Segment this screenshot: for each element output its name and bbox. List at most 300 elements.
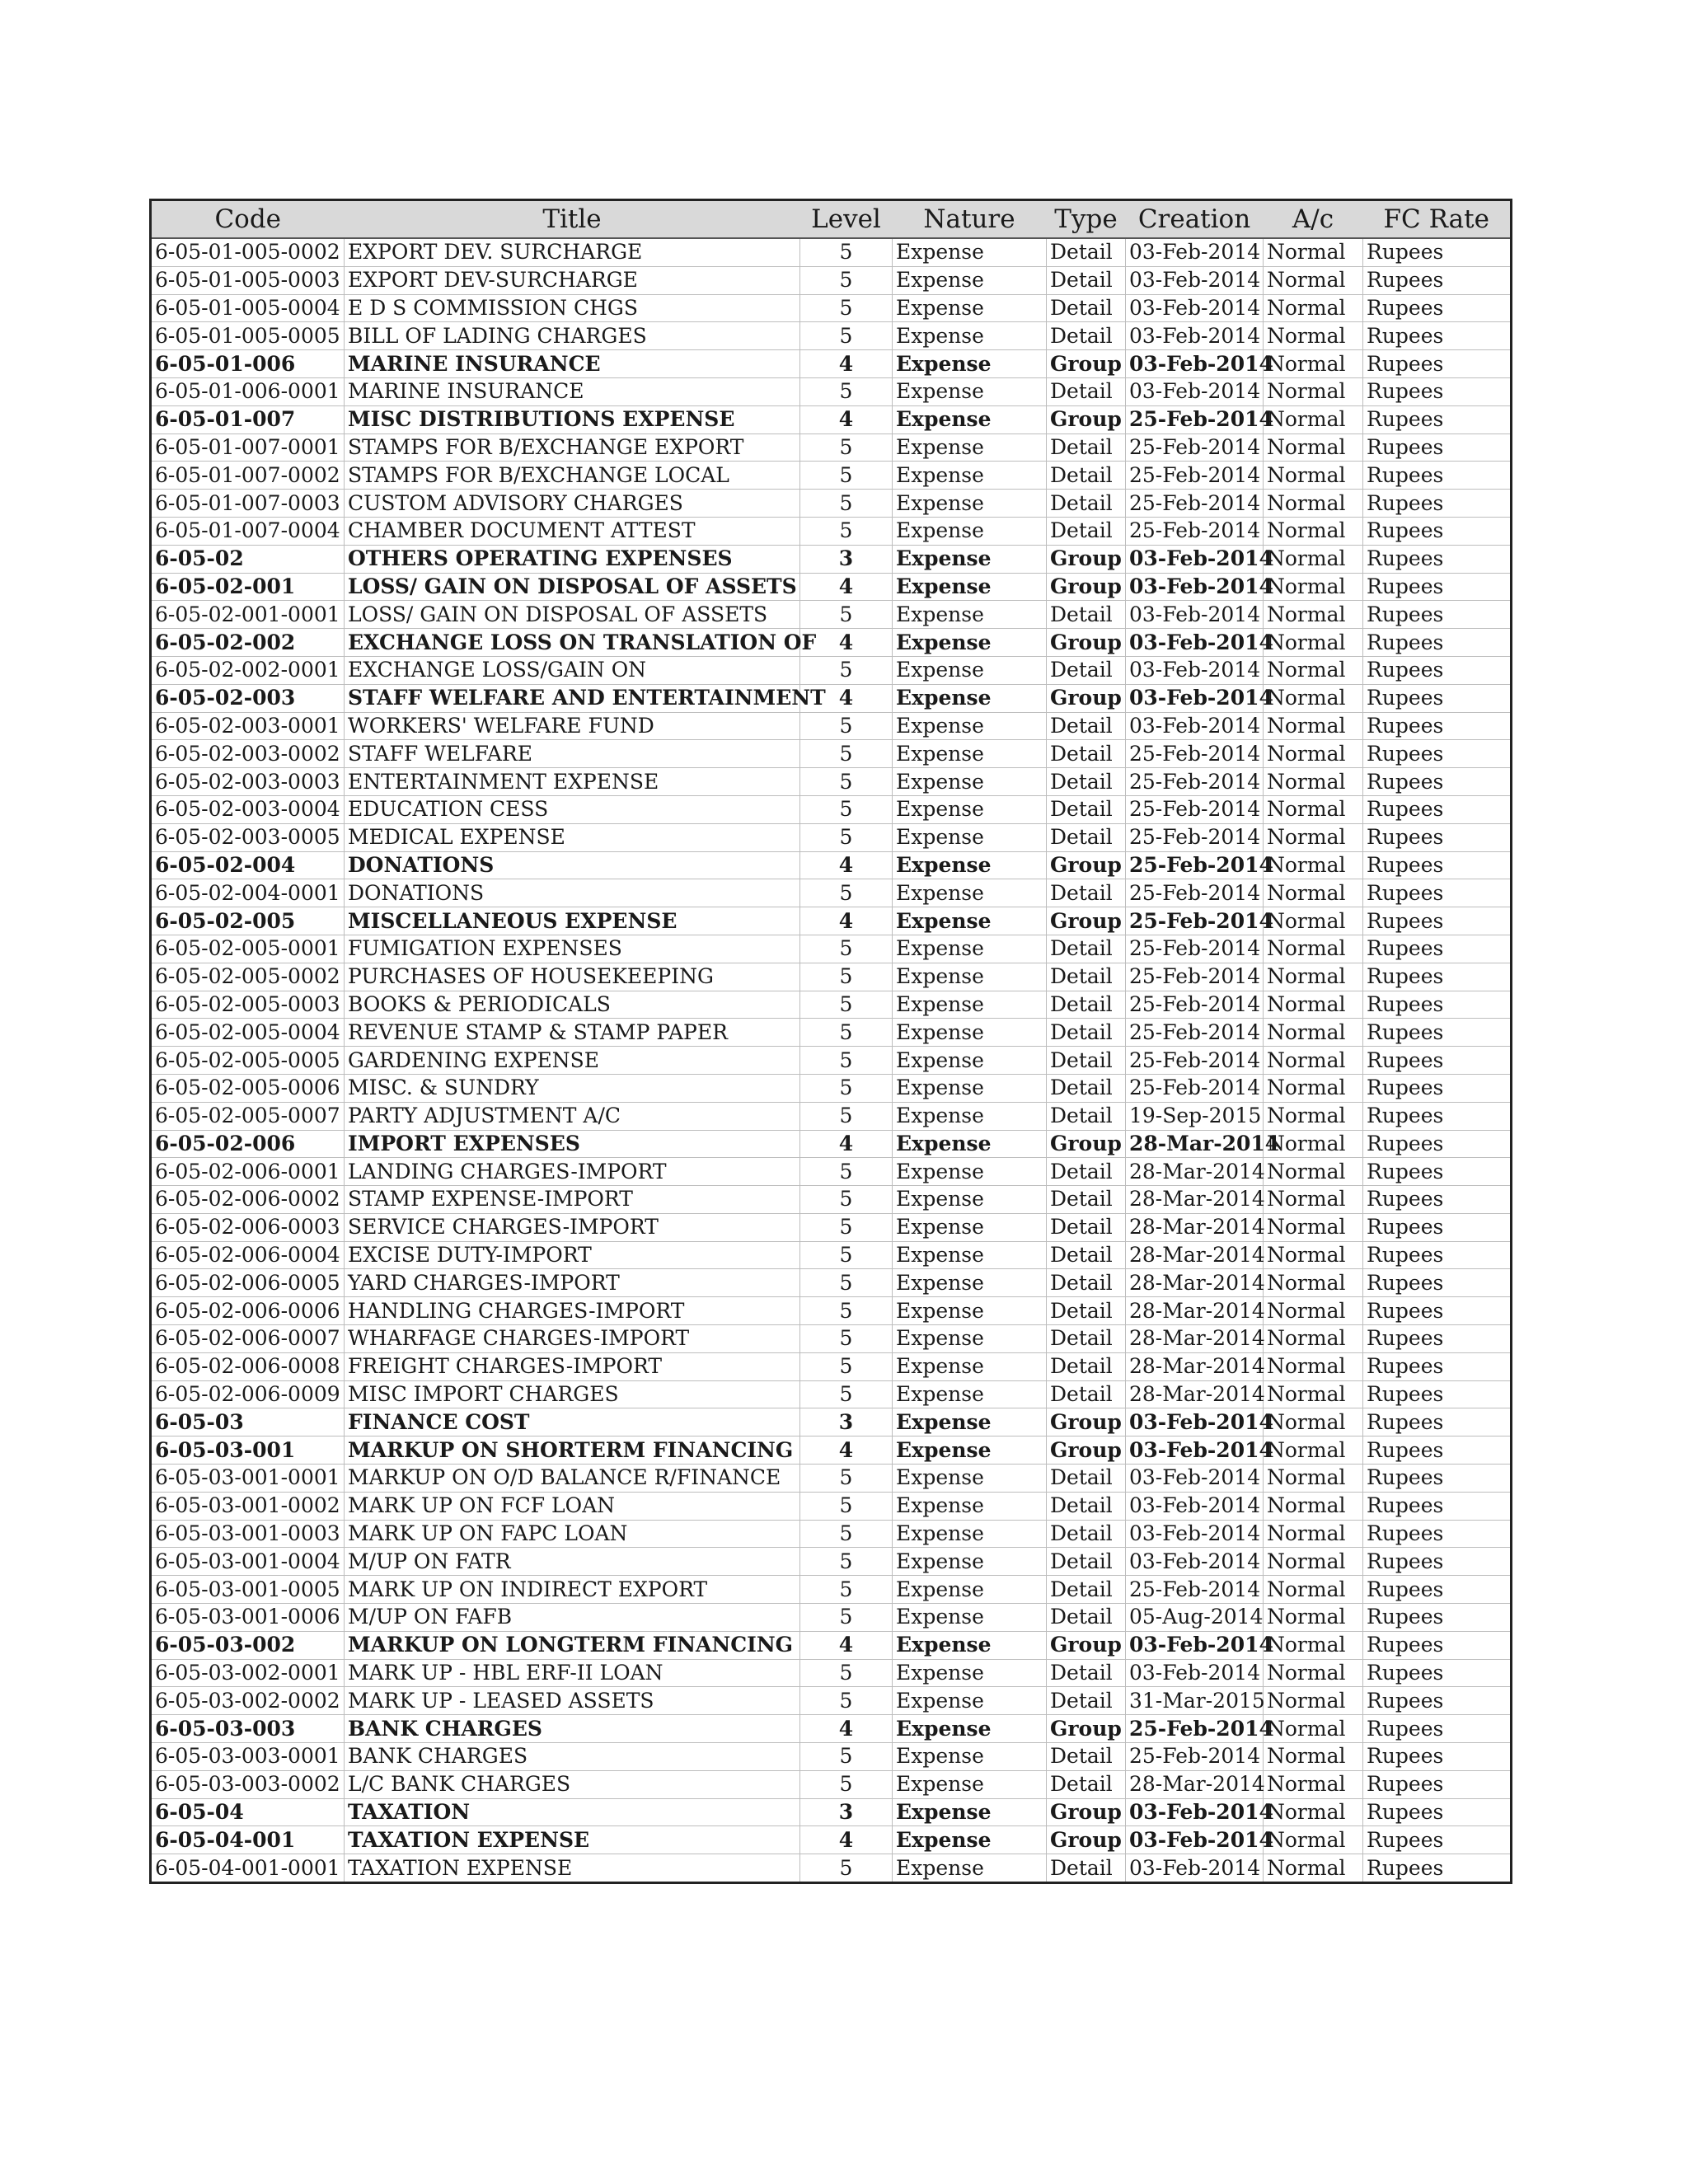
cell-fc-rate: Rupees [1363,601,1512,629]
cell-nature: Expense [893,1436,1047,1465]
cell-fc-rate: Rupees [1363,740,1512,768]
cell-type: Detail [1047,991,1126,1019]
cell-type: Detail [1047,1770,1126,1798]
cell-ac: Normal [1264,851,1363,879]
cell-creation: 25-Feb-2014 [1126,823,1264,851]
cell-creation: 03-Feb-2014 [1126,545,1264,573]
table-row [151,322,1512,350]
cell-title: MARK UP ON FCF LOAN [345,1492,800,1520]
column-header-type: Type [1047,200,1126,239]
cell-creation: 03-Feb-2014 [1126,684,1264,712]
table-row-group [151,1631,1512,1659]
cell-type: Detail [1047,712,1126,740]
cell-nature: Expense [893,238,1047,266]
cell-fc-rate: Rupees [1363,1213,1512,1241]
cell-title: REVENUE STAMP & STAMP PAPER [345,1019,800,1047]
cell-title: EXCHANGE LOSS/GAIN ON [345,656,800,684]
cell-nature: Expense [893,1826,1047,1854]
cell-title: M/UP ON FATR [345,1548,800,1576]
cell-fc-rate: Rupees [1363,879,1512,907]
table-row [151,1074,1512,1102]
table-row [151,1213,1512,1241]
cell-nature: Expense [893,1520,1047,1548]
cell-ac: Normal [1264,879,1363,907]
cell-nature: Expense [893,1102,1047,1130]
cell-creation: 25-Feb-2014 [1126,434,1264,462]
cell-creation: 25-Feb-2014 [1126,963,1264,991]
cell-code: 6-05-02-006-0005 [151,1269,345,1297]
cell-creation: 03-Feb-2014 [1126,1465,1264,1493]
cell-ac: Normal [1264,1770,1363,1798]
cell-type: Detail [1047,1213,1126,1241]
cell-level: 5 [800,935,893,963]
table-row [151,1102,1512,1130]
cell-fc-rate: Rupees [1363,1380,1512,1408]
cell-fc-rate: Rupees [1363,768,1512,796]
cell-type: Detail [1047,823,1126,851]
cell-nature: Expense [893,1548,1047,1576]
cell-fc-rate: Rupees [1363,1548,1512,1576]
cell-title: MISCELLANEOUS EXPENSE [345,907,800,935]
cell-nature: Expense [893,1465,1047,1493]
cell-type: Group [1047,629,1126,657]
cell-ac: Normal [1264,462,1363,490]
cell-ac: Normal [1264,1269,1363,1297]
cell-type: Group [1047,1715,1126,1743]
table-row [151,1269,1512,1297]
cell-fc-rate: Rupees [1363,1408,1512,1436]
table-row [151,768,1512,796]
table-row [151,490,1512,518]
cell-level: 5 [800,1158,893,1186]
cell-fc-rate: Rupees [1363,963,1512,991]
cell-title: MARKUP ON SHORTERM FINANCING [345,1436,800,1465]
cell-nature: Expense [893,1297,1047,1325]
cell-code: 6-05-02-005-0004 [151,1019,345,1047]
cell-ac: Normal [1264,1436,1363,1465]
cell-code: 6-05-03-002-0001 [151,1659,345,1687]
cell-nature: Expense [893,1770,1047,1798]
cell-fc-rate: Rupees [1363,1492,1512,1520]
cell-ac: Normal [1264,1798,1363,1826]
cell-type: Group [1047,573,1126,601]
cell-type: Detail [1047,1019,1126,1047]
cell-nature: Expense [893,907,1047,935]
cell-nature: Expense [893,963,1047,991]
cell-title: MARKUP ON LONGTERM FINANCING [345,1631,800,1659]
table-row-group [151,1715,1512,1743]
cell-code: 6-05-02-005-0002 [151,963,345,991]
cell-title: MISC. & SUNDRY [345,1074,800,1102]
cell-title: YARD CHARGES-IMPORT [345,1269,800,1297]
cell-fc-rate: Rupees [1363,266,1512,294]
cell-fc-rate: Rupees [1363,1659,1512,1687]
cell-fc-rate: Rupees [1363,629,1512,657]
cell-code: 6-05-02-003-0001 [151,712,345,740]
cell-ac: Normal [1264,629,1363,657]
table-row [151,1520,1512,1548]
cell-nature: Expense [893,1715,1047,1743]
cell-fc-rate: Rupees [1363,1687,1512,1715]
cell-level: 4 [800,1436,893,1465]
cell-ac: Normal [1264,991,1363,1019]
cell-nature: Expense [893,377,1047,405]
cell-type: Detail [1047,1854,1126,1883]
cell-creation: 03-Feb-2014 [1126,350,1264,378]
cell-code: 6-05-01-005-0005 [151,322,345,350]
cell-creation: 03-Feb-2014 [1126,1492,1264,1520]
cell-ac: Normal [1264,1047,1363,1075]
table-row [151,1604,1512,1632]
column-header-level: Level [800,200,893,239]
cell-fc-rate: Rupees [1363,1186,1512,1214]
cell-title: LANDING CHARGES-IMPORT [345,1158,800,1186]
cell-title: MARKUP ON O/D BALANCE R/FINANCE [345,1465,800,1493]
table-row [151,823,1512,851]
cell-code: 6-05-02-005-0006 [151,1074,345,1102]
cell-creation: 25-Feb-2014 [1126,879,1264,907]
cell-level: 5 [800,879,893,907]
cell-title: EXCISE DUTY-IMPORT [345,1241,800,1269]
cell-title: FINANCE COST [345,1408,800,1436]
column-header-creation: Creation [1126,200,1264,239]
cell-level: 5 [800,712,893,740]
cell-level: 5 [800,1576,893,1604]
cell-fc-rate: Rupees [1363,434,1512,462]
cell-level: 5 [800,1297,893,1325]
cell-creation: 28-Mar-2014 [1126,1380,1264,1408]
cell-creation: 03-Feb-2014 [1126,1548,1264,1576]
cell-level: 4 [800,629,893,657]
table-row [151,377,1512,405]
cell-nature: Expense [893,601,1047,629]
cell-nature: Expense [893,1352,1047,1380]
cell-title: STAMPS FOR B/EXCHANGE LOCAL [345,462,800,490]
cell-ac: Normal [1264,712,1363,740]
cell-fc-rate: Rupees [1363,795,1512,823]
cell-fc-rate: Rupees [1363,851,1512,879]
cell-level: 5 [800,768,893,796]
cell-type: Group [1047,405,1126,434]
cell-code: 6-05-02-001-0001 [151,601,345,629]
cell-creation: 03-Feb-2014 [1126,1520,1264,1548]
cell-creation: 03-Feb-2014 [1126,266,1264,294]
cell-ac: Normal [1264,266,1363,294]
cell-code: 6-05-01-005-0002 [151,238,345,266]
cell-nature: Expense [893,1854,1047,1883]
cell-code: 6-05-02-006-0003 [151,1213,345,1241]
cell-type: Detail [1047,795,1126,823]
cell-ac: Normal [1264,768,1363,796]
cell-ac: Normal [1264,1074,1363,1102]
cell-type: Detail [1047,1074,1126,1102]
cell-title: HANDLING CHARGES-IMPORT [345,1297,800,1325]
table-row [151,1047,1512,1075]
cell-nature: Expense [893,1269,1047,1297]
cell-creation: 28-Mar-2014 [1126,1269,1264,1297]
cell-title: LOSS/ GAIN ON DISPOSAL OF ASSETS [345,573,800,601]
cell-title: TAXATION [345,1798,800,1826]
cell-creation: 03-Feb-2014 [1126,629,1264,657]
cell-nature: Expense [893,1380,1047,1408]
cell-ac: Normal [1264,1465,1363,1493]
table-row [151,879,1512,907]
cell-title: M/UP ON FAFB [345,1604,800,1632]
table-row [151,1019,1512,1047]
table-row-group [151,684,1512,712]
cell-creation: 03-Feb-2014 [1126,294,1264,322]
cell-nature: Expense [893,1325,1047,1353]
header-row [151,200,1512,239]
accounts-table [149,199,1512,1884]
cell-fc-rate: Rupees [1363,1715,1512,1743]
cell-nature: Expense [893,1659,1047,1687]
cell-fc-rate: Rupees [1363,907,1512,935]
cell-level: 5 [800,1854,893,1883]
cell-type: Detail [1047,1380,1126,1408]
cell-fc-rate: Rupees [1363,1130,1512,1158]
cell-code: 6-05-02-003-0005 [151,823,345,851]
cell-nature: Expense [893,294,1047,322]
table-row [151,1770,1512,1798]
cell-nature: Expense [893,991,1047,1019]
table-row-group [151,405,1512,434]
chart-of-accounts-sheet [149,199,1510,1884]
cell-level: 5 [800,377,893,405]
table-row [151,712,1512,740]
cell-creation: 25-Feb-2014 [1126,1576,1264,1604]
column-header-fc-rate: FC Rate [1363,200,1512,239]
cell-level: 5 [800,963,893,991]
cell-creation: 03-Feb-2014 [1126,1659,1264,1687]
cell-level: 4 [800,573,893,601]
cell-ac: Normal [1264,294,1363,322]
cell-fc-rate: Rupees [1363,1770,1512,1798]
cell-level: 4 [800,851,893,879]
cell-title: OTHERS OPERATING EXPENSES [345,545,800,573]
cell-fc-rate: Rupees [1363,490,1512,518]
cell-title: PURCHASES OF HOUSEKEEPING [345,963,800,991]
cell-ac: Normal [1264,656,1363,684]
table-row [151,1297,1512,1325]
cell-title: MARK UP - LEASED ASSETS [345,1687,800,1715]
cell-ac: Normal [1264,1241,1363,1269]
table-row-group [151,629,1512,657]
cell-creation: 25-Feb-2014 [1126,1743,1264,1771]
cell-code: 6-05-02-006-0008 [151,1352,345,1380]
cell-code: 6-05-01-006 [151,350,345,378]
cell-fc-rate: Rupees [1363,350,1512,378]
cell-nature: Expense [893,1798,1047,1826]
cell-type: Detail [1047,462,1126,490]
cell-title: EXCHANGE LOSS ON TRANSLATION OF [345,629,800,657]
cell-creation: 25-Feb-2014 [1126,795,1264,823]
cell-code: 6-05-03-001-0004 [151,1548,345,1576]
cell-ac: Normal [1264,1186,1363,1214]
cell-level: 5 [800,1213,893,1241]
cell-ac: Normal [1264,1854,1363,1883]
cell-level: 5 [800,266,893,294]
cell-ac: Normal [1264,740,1363,768]
cell-code: 6-05-03-001-0002 [151,1492,345,1520]
cell-type: Detail [1047,1492,1126,1520]
table-row [151,1380,1512,1408]
cell-creation: 28-Mar-2014 [1126,1130,1264,1158]
cell-level: 3 [800,545,893,573]
cell-title: BANK CHARGES [345,1715,800,1743]
cell-creation: 25-Feb-2014 [1126,517,1264,545]
cell-nature: Expense [893,1019,1047,1047]
cell-fc-rate: Rupees [1363,1158,1512,1186]
cell-nature: Expense [893,1631,1047,1659]
cell-fc-rate: Rupees [1363,545,1512,573]
cell-level: 5 [800,1604,893,1632]
cell-level: 5 [800,462,893,490]
cell-title: IMPORT EXPENSES [345,1130,800,1158]
cell-type: Group [1047,1408,1126,1436]
cell-nature: Expense [893,768,1047,796]
cell-ac: Normal [1264,1715,1363,1743]
cell-level: 5 [800,1743,893,1771]
cell-title: MISC IMPORT CHARGES [345,1380,800,1408]
cell-type: Detail [1047,238,1126,266]
cell-code: 6-05-02-006-0004 [151,1241,345,1269]
cell-title: SERVICE CHARGES-IMPORT [345,1213,800,1241]
cell-fc-rate: Rupees [1363,1798,1512,1826]
cell-type: Detail [1047,768,1126,796]
cell-nature: Expense [893,1576,1047,1604]
cell-ac: Normal [1264,517,1363,545]
cell-type: Group [1047,1798,1126,1826]
cell-type: Detail [1047,1297,1126,1325]
cell-code: 6-05-02-006-0001 [151,1158,345,1186]
cell-nature: Expense [893,350,1047,378]
cell-type: Group [1047,907,1126,935]
cell-title: MISC DISTRIBUTIONS EXPENSE [345,405,800,434]
cell-fc-rate: Rupees [1363,517,1512,545]
cell-fc-rate: Rupees [1363,1576,1512,1604]
cell-level: 4 [800,1826,893,1854]
cell-level: 5 [800,1074,893,1102]
cell-nature: Expense [893,795,1047,823]
cell-type: Detail [1047,322,1126,350]
cell-nature: Expense [893,879,1047,907]
table-row-group [151,1408,1512,1436]
table-row [151,1659,1512,1687]
cell-creation: 03-Feb-2014 [1126,322,1264,350]
cell-creation: 03-Feb-2014 [1126,1826,1264,1854]
cell-fc-rate: Rupees [1363,1826,1512,1854]
cell-title: STAFF WELFARE [345,740,800,768]
cell-type: Detail [1047,1186,1126,1214]
cell-level: 5 [800,434,893,462]
cell-title: WHARFAGE CHARGES-IMPORT [345,1325,800,1353]
cell-ac: Normal [1264,935,1363,963]
table-row [151,434,1512,462]
cell-fc-rate: Rupees [1363,294,1512,322]
cell-fc-rate: Rupees [1363,935,1512,963]
cell-code: 6-05-02-006-0007 [151,1325,345,1353]
cell-nature: Expense [893,1604,1047,1632]
cell-code: 6-05-04-001-0001 [151,1854,345,1883]
cell-level: 5 [800,1465,893,1493]
cell-code: 6-05-03-001-0001 [151,1465,345,1493]
cell-title: TAXATION EXPENSE [345,1826,800,1854]
table-header [151,200,1512,239]
cell-ac: Normal [1264,1408,1363,1436]
cell-level: 5 [800,1186,893,1214]
cell-creation: 03-Feb-2014 [1126,1408,1264,1436]
table-row [151,1186,1512,1214]
cell-ac: Normal [1264,1325,1363,1353]
table-row [151,963,1512,991]
cell-level: 5 [800,1241,893,1269]
table-row [151,795,1512,823]
cell-ac: Normal [1264,1826,1363,1854]
cell-level: 5 [800,740,893,768]
cell-creation: 25-Feb-2014 [1126,1715,1264,1743]
cell-title: CUSTOM ADVISORY CHARGES [345,490,800,518]
cell-code: 6-05-04-001 [151,1826,345,1854]
cell-nature: Expense [893,740,1047,768]
cell-code: 6-05-03-003-0001 [151,1743,345,1771]
cell-fc-rate: Rupees [1363,684,1512,712]
cell-level: 3 [800,1408,893,1436]
cell-ac: Normal [1264,684,1363,712]
cell-title: ENTERTAINMENT EXPENSE [345,768,800,796]
cell-level: 5 [800,991,893,1019]
cell-code: 6-05-02-005-0003 [151,991,345,1019]
cell-nature: Expense [893,851,1047,879]
cell-level: 5 [800,1492,893,1520]
cell-type: Detail [1047,1687,1126,1715]
cell-title: MEDICAL EXPENSE [345,823,800,851]
cell-code: 6-05-01-007-0004 [151,517,345,545]
cell-fc-rate: Rupees [1363,238,1512,266]
cell-type: Detail [1047,1520,1126,1548]
cell-creation: 03-Feb-2014 [1126,1854,1264,1883]
cell-ac: Normal [1264,1130,1363,1158]
cell-fc-rate: Rupees [1363,1297,1512,1325]
cell-creation: 03-Feb-2014 [1126,656,1264,684]
cell-code: 6-05-02-003-0004 [151,795,345,823]
table-row [151,1465,1512,1493]
cell-code: 6-05-02-006-0009 [151,1380,345,1408]
cell-level: 3 [800,1798,893,1826]
cell-type: Detail [1047,1102,1126,1130]
cell-creation: 03-Feb-2014 [1126,573,1264,601]
cell-level: 5 [800,656,893,684]
cell-creation: 19-Sep-2015 [1126,1102,1264,1130]
cell-creation: 25-Feb-2014 [1126,851,1264,879]
cell-nature: Expense [893,1241,1047,1269]
cell-ac: Normal [1264,238,1363,266]
cell-type: Detail [1047,1548,1126,1576]
cell-code: 6-05-02-001 [151,573,345,601]
cell-level: 5 [800,1269,893,1297]
cell-fc-rate: Rupees [1363,322,1512,350]
cell-ac: Normal [1264,1520,1363,1548]
table-row [151,1241,1512,1269]
cell-type: Group [1047,1826,1126,1854]
cell-title: STAMP EXPENSE-IMPORT [345,1186,800,1214]
cell-nature: Expense [893,517,1047,545]
cell-fc-rate: Rupees [1363,377,1512,405]
table-row-group [151,907,1512,935]
table-row-group [151,573,1512,601]
cell-title: MARK UP ON INDIRECT EXPORT [345,1576,800,1604]
cell-fc-rate: Rupees [1363,1074,1512,1102]
